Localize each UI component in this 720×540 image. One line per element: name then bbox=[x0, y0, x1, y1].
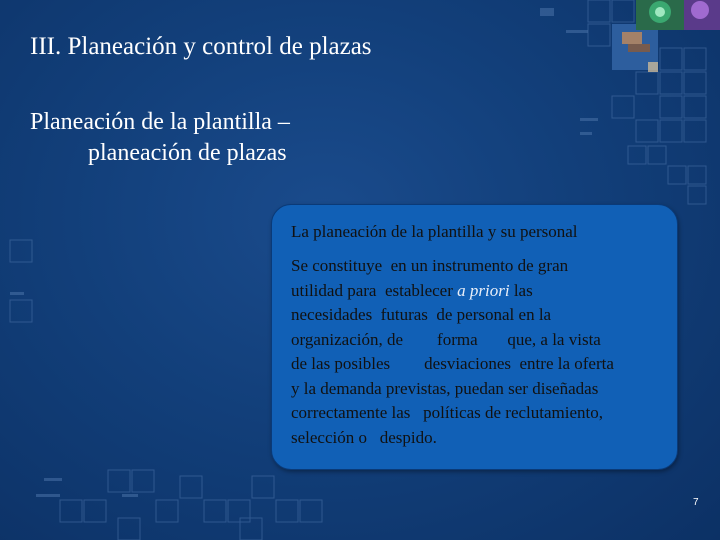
body-line-part: las bbox=[509, 280, 533, 300]
body-line bbox=[291, 279, 665, 304]
body-line: de las posibles desviaciones entre la oferta bbox=[291, 354, 614, 373]
page-number: 7 bbox=[693, 497, 699, 508]
subtitle-line-2: planeación de plazas bbox=[88, 140, 287, 166]
body-line: organización, de forma que, a la vista bbox=[291, 329, 601, 349]
body-line: y la demanda previstas, puedan ser diseñadas bbox=[291, 378, 599, 398]
body-line: selección o despido. bbox=[291, 427, 437, 447]
subtitle-line-1: Planeación de la plantilla – bbox=[30, 109, 290, 135]
box-heading: La planeación de la plantilla y su personal bbox=[291, 222, 578, 241]
slide-subtitle bbox=[30, 107, 450, 169]
body-line-part: utilidad para establecer bbox=[291, 280, 458, 300]
box-body-text bbox=[291, 254, 665, 450]
body-line: correctamente las políticas de reclutamiento, bbox=[291, 403, 604, 422]
body-line: necesidades futuras de personal en la bbox=[291, 305, 552, 324]
slide-title: III. Planeación y control de plazas bbox=[30, 33, 372, 60]
italic-term: a priori bbox=[457, 280, 510, 300]
definition-box bbox=[271, 204, 678, 470]
body-line: Se constituye en un instrumento de gran bbox=[291, 256, 569, 275]
